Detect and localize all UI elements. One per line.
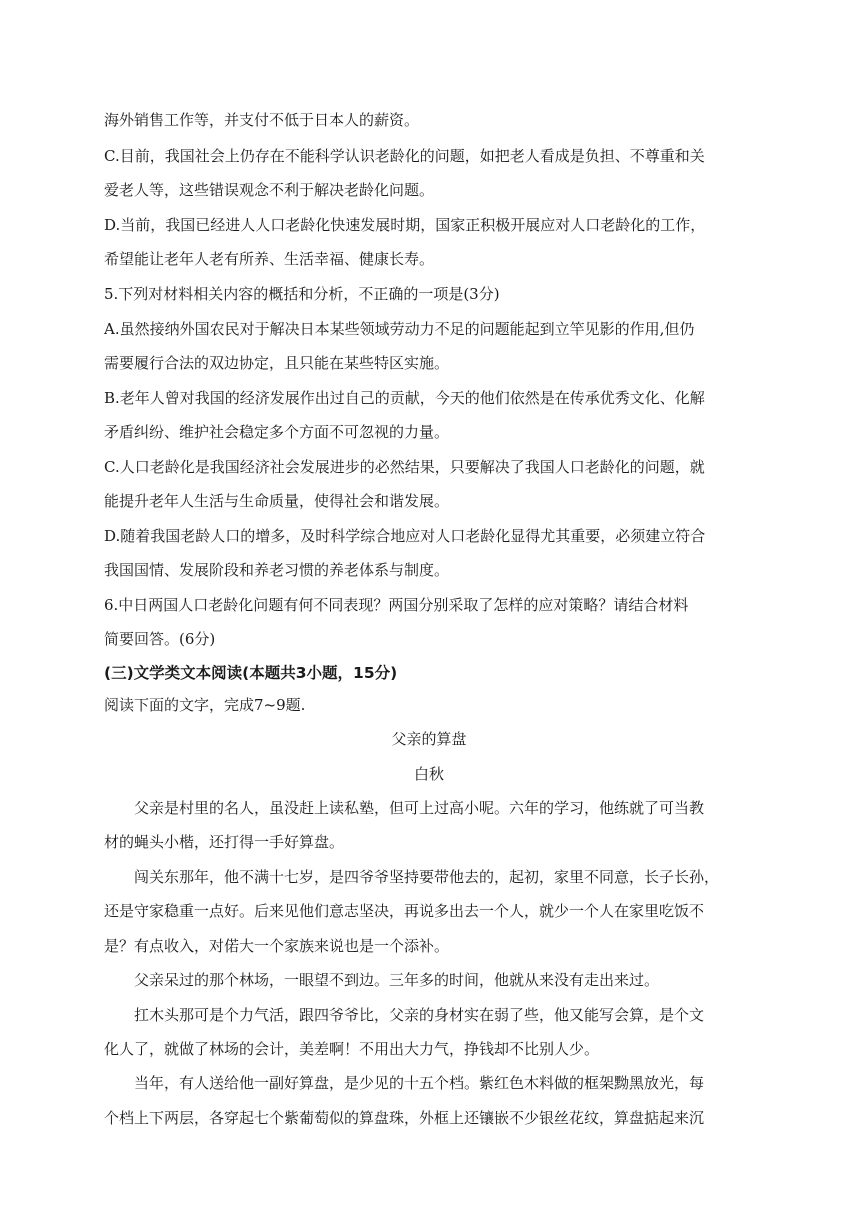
paragraph-line: 还是守家稳重一点好。后来见他们意志坚决，再说多出去一个人，就少一个人在家里吃饭不: [104, 902, 705, 920]
paragraph-line: 材的蝇头小楷，还打得一手好算盘。: [104, 833, 345, 851]
text-line: 能提升老年人生活与生命质量，使得社会和谐发展。: [104, 492, 450, 510]
paragraph-line: 闯关东那年，他不满十七岁，是四爷爷坚持要带他去的，起初，家里不同意，长子长孙，: [134, 868, 720, 886]
paragraph-line: 父亲呆过的那个林场，一眼望不到边。三年多的时间，他就从来没有走出来过。: [134, 971, 660, 989]
option-d-line: D.当前，我国已经进人人口老龄化快速发展时期，国家正积极开展应对人口老龄化的工作，: [104, 216, 706, 234]
paragraph-line: 当年，有人送给他一副好算盘，是少见的十五个档。紫红色木料做的框架黝黑放光，每: [134, 1074, 705, 1092]
text-line: 简要回答。(6分): [104, 630, 216, 648]
text-line: 需要履行合法的双边协定，且只能在某些特区实施。: [104, 354, 450, 372]
text-line: 矛盾纠纷、维护社会稳定多个方面不可忽视的力量。: [104, 423, 450, 441]
section-heading: (三)文学类文本阅读(本题共3小题，15分): [104, 664, 398, 682]
paragraph-line: 扛木头那可是个力气活，跟四爷爷比，父亲的身材实在弱了些，他又能写会算，是个文: [134, 1006, 705, 1024]
text-line: 爱老人等，这些错误观念不利于解决老龄化问题。: [104, 181, 435, 199]
instruction-line: 阅读下面的文字，完成7~9题.: [104, 696, 306, 714]
paragraph-line: 个档上下两层，各穿起七个紫葡萄似的算盘珠，外框上还镶嵌不少银丝花纹，算盘掂起来沉: [104, 1109, 705, 1127]
option-b-line: B.老年人曾对我国的经济发展作出过自己的贡献，今天的他们依然是在传承优秀文化、化解: [104, 389, 705, 407]
story-title: 父亲的算盘: [391, 730, 467, 748]
option-d-line: D.随着我国老龄人口的增多，及时科学综合地应对人口老龄化显得尤其重要，必须建立符合: [104, 527, 706, 545]
question-6: 6.中日两国人口老龄化问题有何不同表现？两国分别采取了怎样的应对策略？请结合材料: [104, 596, 689, 614]
text-line: 海外销售工作等，并支付不低于日本人的薪资。: [104, 111, 420, 129]
option-c-line: C.人口老龄化是我国经济社会发展进步的必然结果，只要解决了我国人口老龄化的问题，就: [104, 458, 705, 476]
text-line: 我国国情、发展阶段和养老习惯的养老体系与制度。: [104, 561, 450, 579]
option-a-line: A.虽然接纳外国农民对于解决日本某些领域劳动力不足的问题能起到立竿见影的作用,但仍: [104, 320, 695, 338]
paragraph-line: 父亲是村里的名人，虽没赶上读私塾，但可上过高小呢。六年的学习，他练就了可当教: [134, 799, 705, 817]
question-5: 5.下列对材料相关内容的概括和分析，不正确的一项是(3分): [104, 285, 500, 303]
text-line: 希望能让老年人老有所养、生活幸福、健康长寿。: [104, 250, 435, 268]
paragraph-line: 化人了，就做了林场的会计，美差啊！不用出大力气，挣钱却不比别人少。: [104, 1040, 600, 1058]
story-author: 白秋: [413, 765, 444, 783]
paragraph-line: 是？有点收入，对偌大一个家族来说也是一个添补。: [104, 937, 450, 955]
option-c-line: C.目前，我国社会上仍存在不能科学认识老龄化的问题，如把老人看成是负担、不尊重和关: [104, 147, 705, 165]
